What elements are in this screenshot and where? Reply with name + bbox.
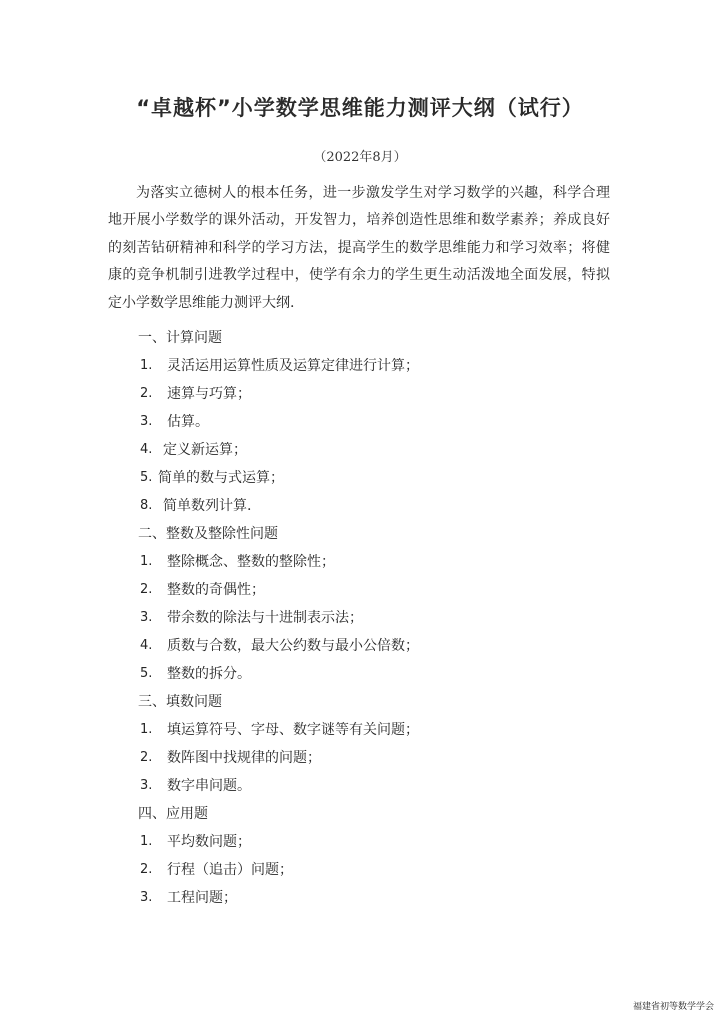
item-text: 灵活运用运算性质及运算定律进行计算； [167, 358, 419, 374]
item-number: 3. [140, 610, 153, 625]
item-text: 带余数的除法与十进制表示法； [167, 610, 363, 626]
item-text: 数阵图中找规律的问题； [167, 750, 321, 766]
item-number: 3. [140, 890, 153, 905]
item-number: 2. [140, 750, 153, 765]
item-number: 1. [140, 834, 153, 849]
item-number: 4. [140, 638, 153, 653]
item-number: 8. [140, 498, 153, 513]
item-number: 1. [140, 358, 153, 373]
item-text: 速算与巧算； [167, 386, 251, 402]
section-heading: 三、填数问题 [138, 694, 222, 710]
footer-watermark: 福建省初等数学学会 [632, 1002, 714, 1012]
item-number: 2. [140, 386, 153, 401]
item-number: 3. [140, 414, 153, 429]
item-text: 定义新运算； [163, 442, 247, 458]
intro-paragraph: 为落实立德树人的根本任务，进一步激发学生对学习数学的兴趣，科学合理地开展小学数学的课外活动，开发智力，培养创造性思维和数学素养；养成良好的刻苦钻研精神和科学的学习方法，提高学生的数学思维能力和学习效率；将健康的竞争机制引进教学过程中，使学有余力的学生更生动活泼地全面发展，特拟定小学数学思维能力测评大纲. [108, 185, 610, 311]
item-text: 数字串问题。 [167, 778, 251, 794]
item-number: 5. [140, 470, 153, 485]
item-number: 2. [140, 862, 153, 877]
item-number: 5. [140, 666, 153, 681]
item-text: 平均数问题； [167, 834, 251, 850]
item-text: 估算。 [167, 414, 209, 430]
item-text: 行程（追击）问题； [167, 862, 293, 878]
item-text: 简单的数与式运算； [158, 470, 284, 486]
item-number: 4. [140, 442, 153, 457]
item-text: 整除概念、整数的整除性； [167, 554, 335, 570]
item-number: 1. [140, 722, 153, 737]
item-text: 简单数列计算. [163, 498, 252, 514]
item-text: 整数的奇偶性； [167, 582, 265, 598]
document-date: （2022年8月） [313, 150, 407, 165]
item-text: 质数与合数，最大公约数与最小公倍数； [167, 638, 419, 654]
item-text: 填运算符号、字母、数字谜等有关问题； [167, 722, 419, 738]
item-text: 工程问题； [167, 890, 237, 906]
section-heading: 一、计算问题 [138, 330, 222, 346]
item-number: 2. [140, 582, 153, 597]
section-heading: 四、应用题 [138, 806, 208, 822]
section-heading: 二、整数及整除性问题 [138, 526, 278, 542]
document-title: “卓越杯”小学数学思维能力测评大纲（试行） [136, 96, 584, 120]
item-number: 1. [140, 554, 153, 569]
item-number: 3. [140, 778, 153, 793]
item-text: 整数的拆分。 [167, 666, 251, 682]
